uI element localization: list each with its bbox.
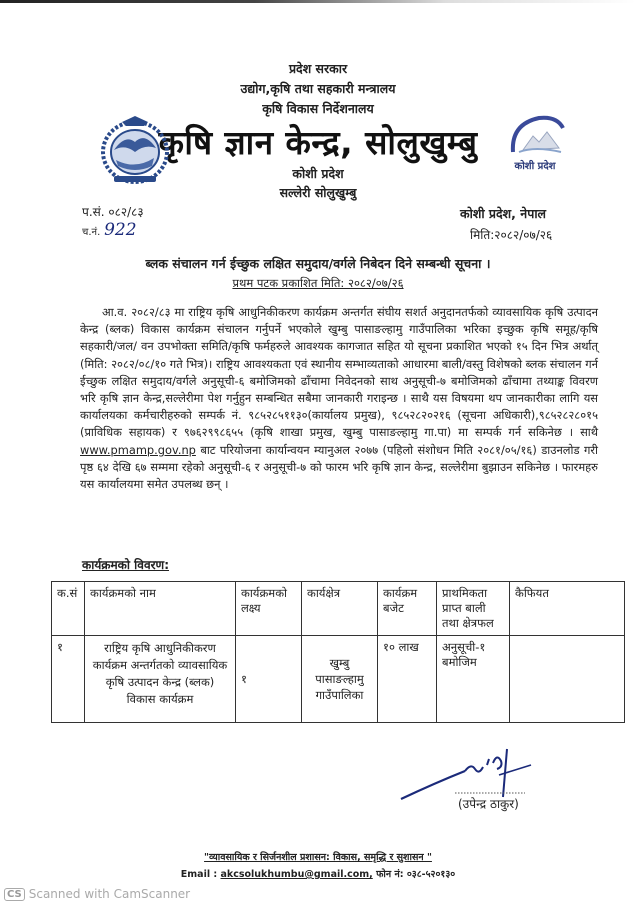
publication-date [0,276,636,291]
fiscal-value: ०८२/८३ [108,205,144,219]
location: कोशी प्रदेश, नेपाल [460,206,547,221]
body-text-part2: बाट परियोजना कार्यान्वयन म्यानुअल २०७७ (पहिलो संशोधन मिति २०८१/०५/१६) डाउनलोड गरी पृष्ठ ६४ देखि ६७ सम्ममा रहेको अनुसूची-६ र अनुसूची-७ को फारम भरि कृषि ज्ञान केन्द्र, सल्लेरीमा बुझाउन सकिनेछ । फारमहरु यस कार्यालयमा समेत उपलब्ध छन् । [80,442,598,492]
body-text-part1: आ.व. २०८२/८३ मा राष्ट्रिय कृषि आधुनिकीकरण कार्यक्रम अन्तर्गत संघीय सशर्त अनुदानतर्फको व्यावसायिक कृषि उत्पादन केन्द्र (ब्लक) विकास कार्यक्रम संचालन गर्नुपर्ने भएकोले खुम्बु पासाङल्हामु गाउँपालिका भरिका इच्छुक कृषि समूह/कृषि सहकारी/जल/ वन उपभोक्ता समिति/कृषि फर्महरुले आवश्यक कागजात सहित यो सूचना प्रकाशित भएको १५ दिन भित्र अर्थात् (मिति: २०८२/०८/१० गते भित्र)। राष्ट्रिय आवश्यकता एवं स्थानीय सम्भाव्यताको आधारमा बाली/वस्तु विशेषको ब्लक संचालन गर्न ईच्छुक लक्षित समुदाय/वर्गले अनुसूची-६ बमोजिमको ढाँचामा निवेदनको साथ अनुसूची-७ बमोजिमको ढाँचामा तथ्याङ्क विवरण भरि कृषि ज्ञान केन्द्र,सल्लेरीमा पेश गर्नुहुन सम्बन्धित सबैमा जानकारी गराइन्छ । साथै यस विषयमा थप जानकारीका लागि यस कार्यालयका कर्मचारीहरुको सम्पर्क नं. ९८५२८५११३०(कार्यालय प्रमुख), ९८५२८२०२१६ (सूचना अधिकारी),९८५२८२८०१५ (प्राविधिक सहायक) र ९७६२९९८६५५ (कृषि शाखा प्रमुख, खुम्बु पासाङल्हामु गा.पा) मा सम्पर्क गर्न सकिनेछ । साथै [80,305,598,440]
dispatch-label: च.नं. [82,227,101,238]
header-province: कोशी प्रदेश [292,166,344,181]
header-address: सल्लेरी सोलुखुम्बु [279,185,357,200]
cell-priority-crop: अनुसूची-१ बमोजिम [437,636,510,723]
footer-slogan-text: "व्यावसायिक र सिर्जनशील प्रशासन: विकास, समृद्धि र सुशासन " [204,852,432,863]
scan-edge-line [0,0,636,3]
cell-target: १ [236,636,302,723]
nepal-emblem-icon [100,112,170,190]
phone-number: फोन नं: ०३८-५२०१३० [376,869,456,880]
dispatch-number [82,220,137,240]
program-section-heading: कार्यक्रमको विवरण: [82,558,170,572]
col-sn: क.सं [52,582,85,636]
koshi-logo-text: कोशी प्रदेश [514,161,556,172]
table-row [52,636,625,723]
header-ministry: उद्योग,कृषि तथा सहकारी मन्त्रालय [240,81,396,96]
col-budget: कार्यक्रम बजेट [378,582,437,636]
col-remarks: कैफियत [510,582,625,636]
camscanner-watermark [4,887,190,901]
col-program-name: कार्यक्रमको नाम [85,582,236,636]
table-header-row [52,582,625,636]
cell-sn: १ [52,636,85,723]
publication-date-text: प्रथम पटक प्रकाशित मिति: २०८२/०७/२६ [232,276,404,290]
col-target: कार्यक्रमको लक्ष्य [236,582,302,636]
notice-body [80,304,598,493]
office-name: कृषि ज्ञान केन्द्र, सोलुखुम्बु [158,123,478,162]
fiscal-year-ref [82,203,144,220]
camscanner-icon: CS [4,888,25,901]
cell-budget: १० लाख [378,636,437,723]
footer-slogan [0,850,636,863]
letter-date: मिति:२०८२/०७/२६ [470,228,553,242]
notice-title: ब्लक संचालन गर्न ईच्छुक लक्षित समुदाय/वर्गले निबेदन दिने सम्बन्धी सूचना । [145,256,491,271]
col-work-area: कार्यक्षेत्र [302,582,378,636]
camscanner-text: Scanned with CamScanner [28,887,191,901]
email-label: Email : [180,869,218,880]
email-link[interactable]: akcsolukhumbu@gmail.com, [220,869,373,880]
cell-work-area: खुम्बु पासाङल्हामु गाउँपालिका [302,636,378,723]
program-table [51,581,625,723]
fiscal-label: प.सं. [82,205,105,219]
dispatch-value: 922 [104,220,137,240]
col-priority-crop: प्राथमिकता प्राप्त बाली तथा क्षेत्रफल [437,582,510,636]
pmamp-website-link[interactable]: www.pmamp.gov.np [80,442,196,457]
signer-name: (उपेन्द्र ठाकुर) [458,797,519,811]
header-government: प्रदेश सरकार [288,61,348,76]
cell-program-name: राष्ट्रिय कृषि आधुनिकीकरण कार्यक्रम अन्तर्गतको व्यावसायिक कृषि उत्पादन केन्द्र (ब्लक) विकास कार्यक्रम [85,636,236,723]
header-directorate: कृषि विकास निर्देशनालय [262,101,374,116]
cell-remarks [510,636,625,723]
footer-contact [0,867,636,880]
